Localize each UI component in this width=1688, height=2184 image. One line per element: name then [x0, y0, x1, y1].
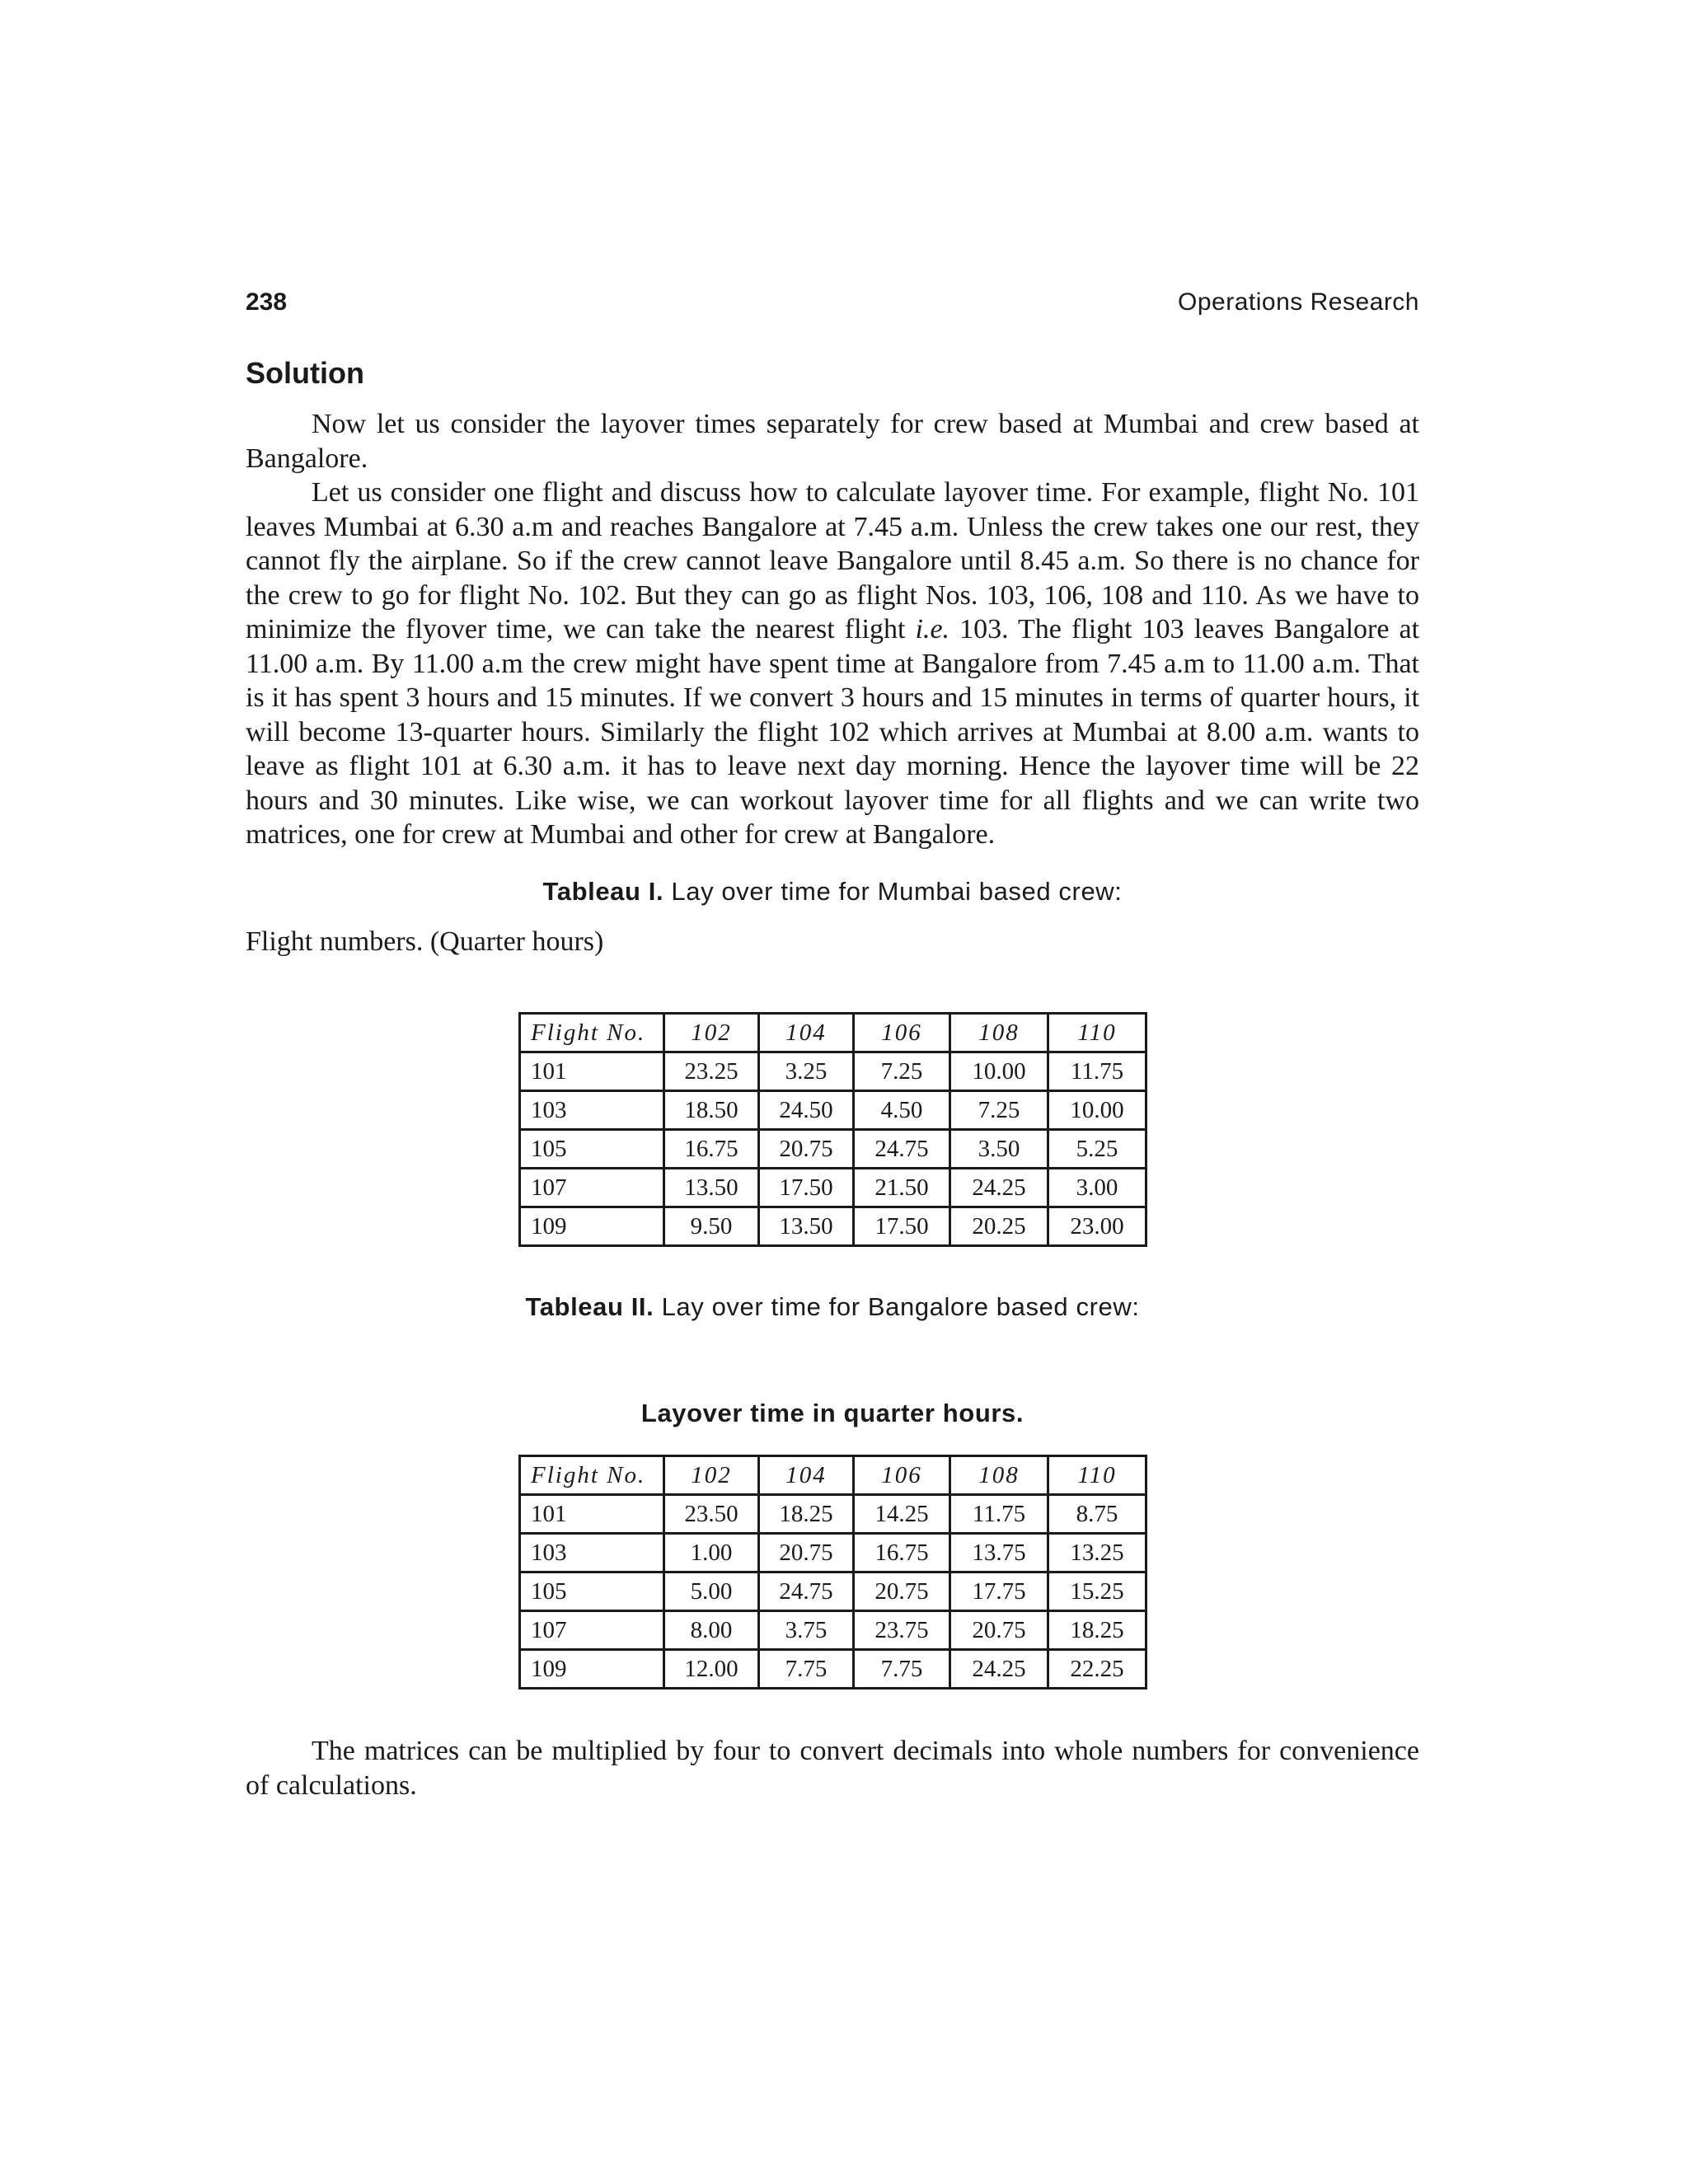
table-row	[520, 1130, 1146, 1169]
table-cell: 10.00	[950, 1052, 1048, 1091]
header-cell: Flight No.	[520, 1014, 664, 1052]
header-cell: 110	[1048, 1456, 1146, 1495]
table-cell: 105	[520, 1130, 664, 1169]
table-cell: 18.25	[759, 1495, 854, 1534]
table-row	[520, 1611, 1146, 1650]
table-cell: 23.25	[664, 1052, 759, 1091]
header-cell: 102	[664, 1014, 759, 1052]
table-cell: 21.50	[854, 1169, 950, 1207]
tableau-1-label: Tableau I.	[542, 877, 664, 906]
table-cell: 11.75	[950, 1495, 1048, 1534]
page-header	[246, 288, 1419, 330]
table-cell: 20.75	[950, 1611, 1048, 1650]
table-cell: 103	[520, 1091, 664, 1130]
table-cell: 7.75	[759, 1650, 854, 1689]
paragraph-1: Now let us consider the layover times separately for crew based at Mumbai and crew based at Bangalore.	[246, 409, 1419, 474]
table-cell: 103	[520, 1534, 664, 1572]
header-cell: 110	[1048, 1014, 1146, 1052]
running-title: Operations Research	[1178, 288, 1419, 316]
table-row	[520, 1207, 1146, 1246]
table-row	[520, 1169, 1146, 1207]
table-cell: 22.25	[1048, 1650, 1146, 1689]
table-cell: 107	[520, 1611, 664, 1650]
table-cell: 13.25	[1048, 1534, 1146, 1572]
table-header-row	[520, 1456, 1146, 1495]
table-cell: 13.50	[664, 1169, 759, 1207]
table-cell: 20.75	[759, 1130, 854, 1169]
paragraph-2	[246, 476, 1419, 852]
table-cell: 23.50	[664, 1495, 759, 1534]
table-cell: 20.75	[854, 1572, 950, 1611]
table-row	[520, 1052, 1146, 1091]
tableau-2-subcaption: Layover time in quarter hours.	[640, 1399, 1025, 1427]
table-cell: 18.25	[1048, 1611, 1146, 1650]
tableau-2-table	[518, 1455, 1147, 1690]
table-cell: 3.25	[759, 1052, 854, 1091]
table-cell: 7.25	[854, 1052, 950, 1091]
table-cell: 16.75	[664, 1130, 759, 1169]
table-cell: 11.75	[1048, 1052, 1146, 1091]
table-cell: 24.25	[950, 1169, 1048, 1207]
tableau-2-label: Tableau II.	[525, 1292, 654, 1321]
header-cell: 104	[759, 1456, 854, 1495]
header-cell: 106	[854, 1014, 950, 1052]
table-row	[520, 1534, 1146, 1572]
paragraph-2-italic: i.e.	[915, 614, 950, 644]
table-cell: 18.50	[664, 1091, 759, 1130]
closing-block	[246, 1734, 1419, 1802]
header-cell: 108	[950, 1456, 1048, 1495]
table-row	[520, 1572, 1146, 1611]
table-cell: 8.75	[1048, 1495, 1146, 1534]
body-paragraphs	[246, 407, 1419, 852]
header-cell: Flight No.	[520, 1456, 664, 1495]
table-cell: 107	[520, 1169, 664, 1207]
table-cell: 24.50	[759, 1091, 854, 1130]
table-cell: 7.25	[950, 1091, 1048, 1130]
table-cell: 14.25	[854, 1495, 950, 1534]
tableau-1-note: Flight numbers. (Quarter hours)	[246, 926, 604, 957]
table-cell: 9.50	[664, 1207, 759, 1246]
table-cell: 13.50	[759, 1207, 854, 1246]
table-cell: 101	[520, 1495, 664, 1534]
table-cell: 4.50	[854, 1091, 950, 1130]
table-cell: 3.00	[1048, 1169, 1146, 1207]
table-cell: 13.75	[950, 1534, 1048, 1572]
section-heading: Solution	[246, 356, 364, 390]
table-cell: 23.75	[854, 1611, 950, 1650]
page-number: 238	[246, 288, 288, 316]
table-cell: 17.75	[950, 1572, 1048, 1611]
table-header-row	[520, 1014, 1146, 1052]
paragraph-2-part-1: Let us consider one flight and discuss how to calculate layover time. For example, flight No. 101 leaves Mumbai at 6.30 a.m and reaches Bangalore at 7.45 a.m. Unless the crew takes one our rest, they cannot fly the airplane. So if the crew cannot leave Bangalore until 8.45 a.m. So there is no chance for the crew to go for flight No. 102. But they can go as flight Nos. 103, 106, 108 and 110. As we have to minimize the flyover time, we can take the nearest flight	[246, 477, 1419, 644]
closing-paragraph: The matrices can be multiplied by four to convert decimals into whole numbers for convenience of calculations.	[246, 1736, 1419, 1801]
table-row	[520, 1091, 1146, 1130]
table-cell: 8.00	[664, 1611, 759, 1650]
table-cell: 7.75	[854, 1650, 950, 1689]
table-cell: 15.25	[1048, 1572, 1146, 1611]
table-cell: 24.75	[759, 1572, 854, 1611]
table-cell: 1.00	[664, 1534, 759, 1572]
table-cell: 3.75	[759, 1611, 854, 1650]
header-cell: 108	[950, 1014, 1048, 1052]
table-cell: 20.75	[759, 1534, 854, 1572]
table-cell: 10.00	[1048, 1091, 1146, 1130]
table-row	[520, 1495, 1146, 1534]
table-cell: 17.50	[759, 1169, 854, 1207]
tableau-2-caption-text: Lay over time for Bangalore based crew:	[661, 1292, 1140, 1321]
tableau-2-caption	[246, 1292, 1419, 1322]
table-cell: 24.75	[854, 1130, 950, 1169]
header-cell: 104	[759, 1014, 854, 1052]
table-cell: 16.75	[854, 1534, 950, 1572]
tableau-1-caption	[246, 877, 1419, 907]
header-cell: 102	[664, 1456, 759, 1495]
table-cell: 5.00	[664, 1572, 759, 1611]
table-cell: 23.00	[1048, 1207, 1146, 1246]
table-cell: 20.25	[950, 1207, 1048, 1246]
table-cell: 105	[520, 1572, 664, 1611]
table-cell: 3.50	[950, 1130, 1048, 1169]
table-row	[520, 1650, 1146, 1689]
tableau-1-caption-text: Lay over time for Mumbai based crew:	[671, 877, 1123, 906]
tableau-1-table	[518, 1012, 1147, 1247]
table-cell: 109	[520, 1650, 664, 1689]
table-cell: 5.25	[1048, 1130, 1146, 1169]
header-cell: 106	[854, 1456, 950, 1495]
paragraph-2-part-2: 103. The flight 103 leaves Bangalore at 11.00 a.m. By 11.00 a.m the crew might have spent time at Bangalore from 7.45 a.m to 11.00 a.m. That is it has spent 3 hours and 15 minutes. If we convert 3 hours and 15 minutes in terms of quarter hours, it will become 13-quarter hours. Similarly the flight 102 which arrives at Mumbai at 8.00 a.m. wants to leave as flight 101 at 6.30 a.m. it has to leave next day morning. Hence the layover time will be 22 hours and 30 minutes. Like wise, we can workout layover time for all flights and we can write two matrices, one for crew at Mumbai and other for crew at Bangalore.	[246, 614, 1420, 850]
table-cell: 101	[520, 1052, 664, 1091]
table-cell: 109	[520, 1207, 664, 1246]
table-cell: 24.25	[950, 1650, 1048, 1689]
table-cell: 17.50	[854, 1207, 950, 1246]
table-cell: 12.00	[664, 1650, 759, 1689]
